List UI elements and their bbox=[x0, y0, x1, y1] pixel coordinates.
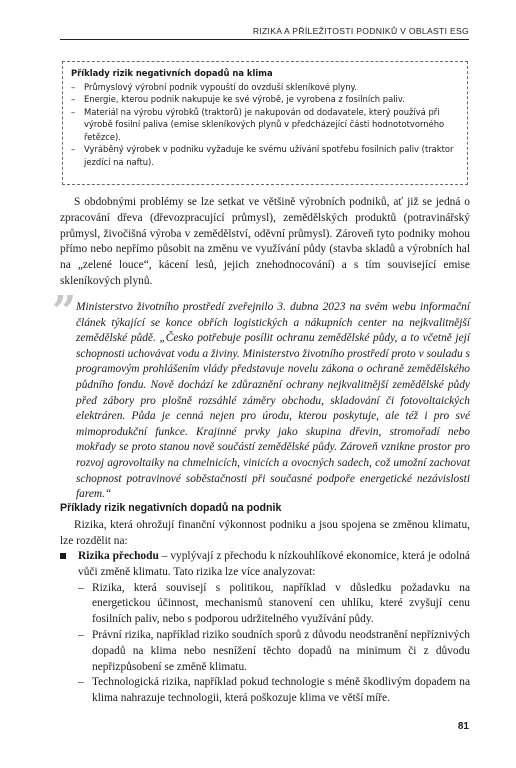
body-paragraph: S obdobnými problémy se lze setkat ve většině výrobních podniků, ať již se jedná o zpracování dřeva (dřevozpracující průmysl), zemědělských produktů (potravinářský průmysl, živočišná výroba v zemědělství, oděvní průmysl). Zároveň tyto podniky mohou přímo nebo nepřímo působit na změnu ve využívání půdy (stavba skladů a výrobních hal na „zelené louce“, kácení lesů, jejich znehodnocování) a s tím související emise skleníkových plynů. bbox=[60, 196, 470, 287]
section-intro: Rizika, která ohrožují finanční výkonnost podniku a jsou spojena se změnou klimatu, lze rozdělit na: bbox=[60, 519, 470, 547]
sub-list-item: – Rizika, která souvisejí s politikou, například v důsledku požadavku na energetickou účinnost, mechanismů stanovení cen uhlíku, které zvyšují cenu fosilních paliv, nebo s podporou udržitelného využívání půdy. bbox=[78, 581, 470, 628]
box-list bbox=[71, 81, 459, 169]
running-header: RIZIKA A PŘÍLEŽITOSTI PODNIKŮ V OBLASTI ESG bbox=[60, 26, 469, 40]
box-list-item: – Průmyslový výrobní podnik vypouští do ovzduší skleníkové plyny. bbox=[71, 81, 459, 94]
bullet-head: Rizika přechodu bbox=[78, 550, 159, 562]
section-heading: Příklady rizik negativních dopadů na podnik bbox=[60, 502, 282, 514]
bullet-rest: – vyplývají z přechodu k nízkouhlíkové ekonomice, která je odolná vůči změně klimatu. Tato rizika lze více analyzovat: bbox=[78, 550, 470, 578]
square-bullet-icon bbox=[60, 553, 66, 559]
box-title: Příklady rizik negativních dopadů na klima bbox=[71, 68, 273, 78]
page-number: 81 bbox=[457, 721, 469, 732]
box-list-item: – Materiál na výrobu výrobků (traktorů) je nakupován od dodavatele, který používá při výrobě fosilní paliva (emise skleníkových plynů v předcházející části hodnototvorného řetězce). bbox=[71, 106, 459, 144]
sub-list-item: – Technologická rizika, například pokud technologie s méně škodlivým dopadem na klima nahrazuje technologii, která poškozuje klima ve větší míře. bbox=[78, 675, 470, 707]
sub-list bbox=[78, 581, 470, 707]
quote-mark-icon: ” bbox=[52, 287, 77, 336]
box-list-item: – Energie, kterou podnik nakupuje ke své výrobě, je vyrobena z fosilních paliv. bbox=[71, 93, 459, 106]
examples-box bbox=[62, 61, 468, 185]
box-list-item: – Vyráběný výrobek v podniku vyžaduje ke svému užívání spotřebu fosilních paliv (traktor jezdící na naftu). bbox=[71, 143, 459, 168]
quotation-text: Ministerstvo životního prostředí zveřejnilo 3. dubna 2023 na svém webu informační článek týkající se konce obřích logistických a nákupních center na nejkvalitnější zemědělské půdě. „Česko potřebuje posílit ochranu zemědělské půdy, a to včetně její schopnosti uchovávat vodu a živiny. Ministerstvo životního prostředí proto v souladu s programovým prohlášením vlády představuje novelu zákona o ochraně zemědělského půdního fondu. Nově dochází ke zdůraznění ochrany nejkvalitnější zemědělské půdy před zábory pro plošně rozsáhlé záměry obchodu, skladování či fotovoltaických elektráren. Půda je cenná nejen pro úrodu, kterou poskytuje, ale též i pro své mimoprodukční funkce. Krajinné prvky jako skupina dřevin, stromořadí nebo mokřady se proto stanou nově součástí zemědělské půdy. Zároveň vznikne prostor pro rozvoj agrovoltaiky na chmelnicích, vinicích a ovocných sadech, což umožní zachovat schopnost potravinové soběstačnosti při současné podpoře energetické nezávislosti farem.“ bbox=[76, 301, 470, 501]
bullet-item-transition-risks bbox=[60, 549, 470, 707]
sub-list-item: – Právní rizika, například riziko soudních sporů z důvodu neodstranění nepříznivých dopadů na klima nebo nesnížení těchto dopadů na minimum či z důvodu nepřizpůsobení se změně klimatu. bbox=[78, 628, 470, 675]
bullet-text bbox=[78, 549, 470, 581]
